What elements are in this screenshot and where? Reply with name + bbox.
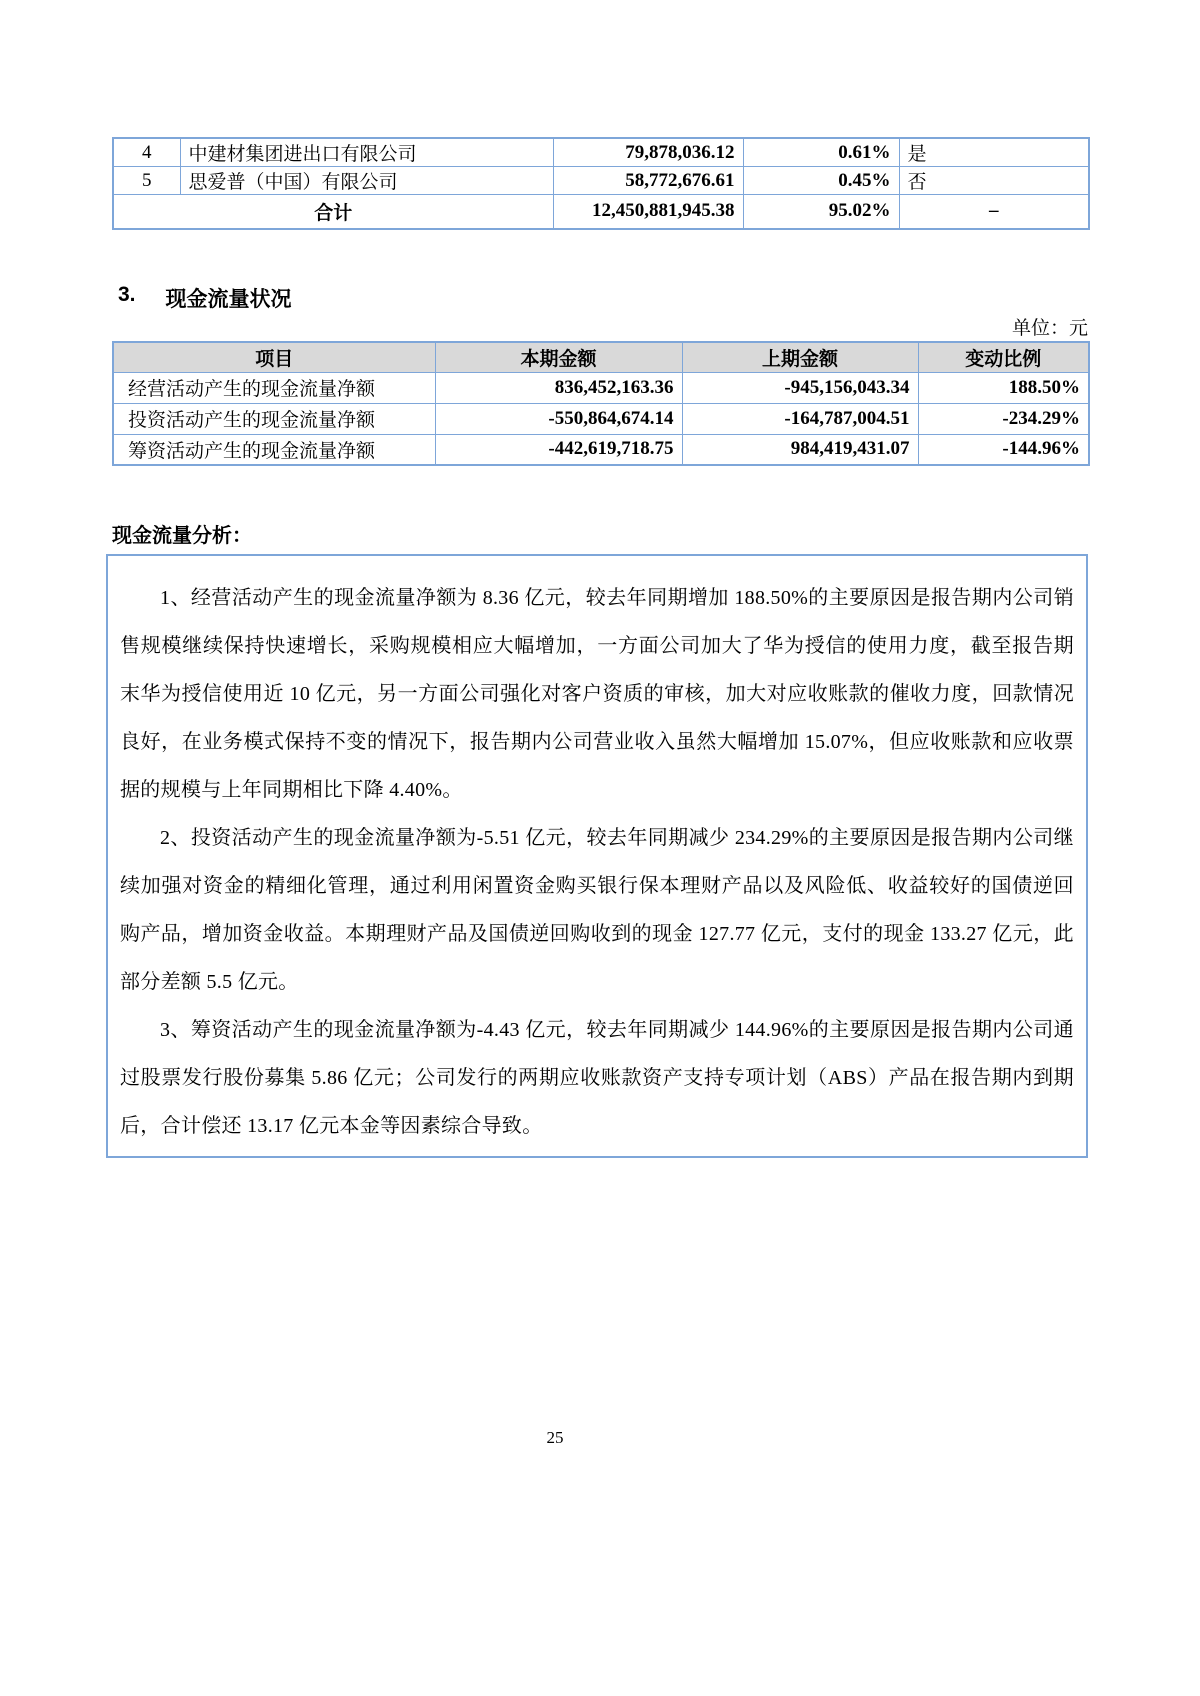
table-row <box>113 167 1089 195</box>
cashflow-header-row <box>113 342 1089 372</box>
percent-value: 0.61% <box>743 138 899 167</box>
previous-amount: -164,787,004.51 <box>682 403 918 434</box>
related-flag: 否 <box>899 167 1089 195</box>
amount-value: 79,878,036.12 <box>553 138 743 167</box>
page-number: 25 <box>546 1428 564 1447</box>
table-row <box>113 372 1089 403</box>
cashflow-table <box>112 341 1090 466</box>
amount-value: 58,772,676.61 <box>553 167 743 195</box>
table-row <box>113 434 1089 465</box>
table-total-row <box>113 195 1089 229</box>
previous-amount: 984,419,431.07 <box>682 434 918 465</box>
change-percent: -144.96% <box>918 434 1089 465</box>
section-number: 3. <box>118 283 136 306</box>
total-percent: 95.02% <box>743 195 899 229</box>
header-previous: 上期金额 <box>682 342 918 372</box>
total-flag: – <box>899 195 1089 229</box>
current-amount: -442,619,718.75 <box>435 434 682 465</box>
section-title: 现金流量状况 <box>165 288 292 311</box>
analysis-paragraph-operating: 1、经营活动产生的现金流量净额为 8.36 亿元，较去年同期增加 188.50%的主要原因是报告期内公司销售规模继续保持快速增长，采购规模相应大幅增加，一方面公司加大了华为授信的使用力度，截至报告期末华为授信使用近 10 亿元，另一方面公司强化对客户资质的审核，加大对应收账款的催收力度，回款情况良好，在业务模式保持不变的情况下，报告期内公司营业收入虽然大幅增加 15.07%，但应收账款和应收票据的规模与上年同期相比下降 4.40%。 <box>120 587 1074 801</box>
previous-amount: -945,156,043.34 <box>682 372 918 403</box>
table-row <box>113 138 1089 167</box>
section-heading <box>118 283 292 313</box>
current-amount: -550,864,674.14 <box>435 403 682 434</box>
table-row <box>113 403 1089 434</box>
top-concentration-table <box>112 137 1090 230</box>
row-index: 5 <box>113 167 180 195</box>
total-label: 合计 <box>113 195 553 229</box>
analysis-box <box>106 554 1088 1158</box>
total-amount: 12,450,881,945.38 <box>553 195 743 229</box>
change-percent: 188.50% <box>918 372 1089 403</box>
percent-value: 0.45% <box>743 167 899 195</box>
cashflow-item: 筹资活动产生的现金流量净额 <box>113 434 435 465</box>
unit-label: 单位：元 <box>1011 318 1088 339</box>
related-flag: 是 <box>899 138 1089 167</box>
header-current: 本期金额 <box>435 342 682 372</box>
cashflow-item: 投资活动产生的现金流量净额 <box>113 403 435 434</box>
analysis-paragraph-investing: 2、投资活动产生的现金流量净额为-5.51 亿元，较去年同期减少 234.29%的主要原因是报告期内公司继续加强对资金的精细化管理，通过利用闲置资金购买银行保本理财产品以及风险低、收益较好的国债逆回购产品，增加资金收益。本期理财产品及国债逆回购收到的现金 127.77 亿元，支付的现金 133.27 亿元，此部分差额 5.5 亿元。 <box>120 827 1074 993</box>
row-index: 4 <box>113 138 180 167</box>
company-name: 思爱普（中国）有限公司 <box>180 167 553 195</box>
cashflow-item: 经营活动产生的现金流量净额 <box>113 372 435 403</box>
change-percent: -234.29% <box>918 403 1089 434</box>
current-amount: 836,452,163.36 <box>435 372 682 403</box>
header-change: 变动比例 <box>918 342 1089 372</box>
header-item: 项目 <box>113 342 435 372</box>
analysis-paragraph-financing: 3、筹资活动产生的现金流量净额为-4.43 亿元，较去年同期减少 144.96%的主要原因是报告期内公司通过股票发行股份募集 5.86 亿元；公司发行的两期应收账款资产支持专项计划（ABS）产品在报告期内到期后，合计偿还 13.17 亿元本金等因素综合导致。 <box>120 1019 1074 1137</box>
company-name: 中建材集团进出口有限公司 <box>180 138 553 167</box>
analysis-heading: 现金流量分析： <box>112 525 252 547</box>
